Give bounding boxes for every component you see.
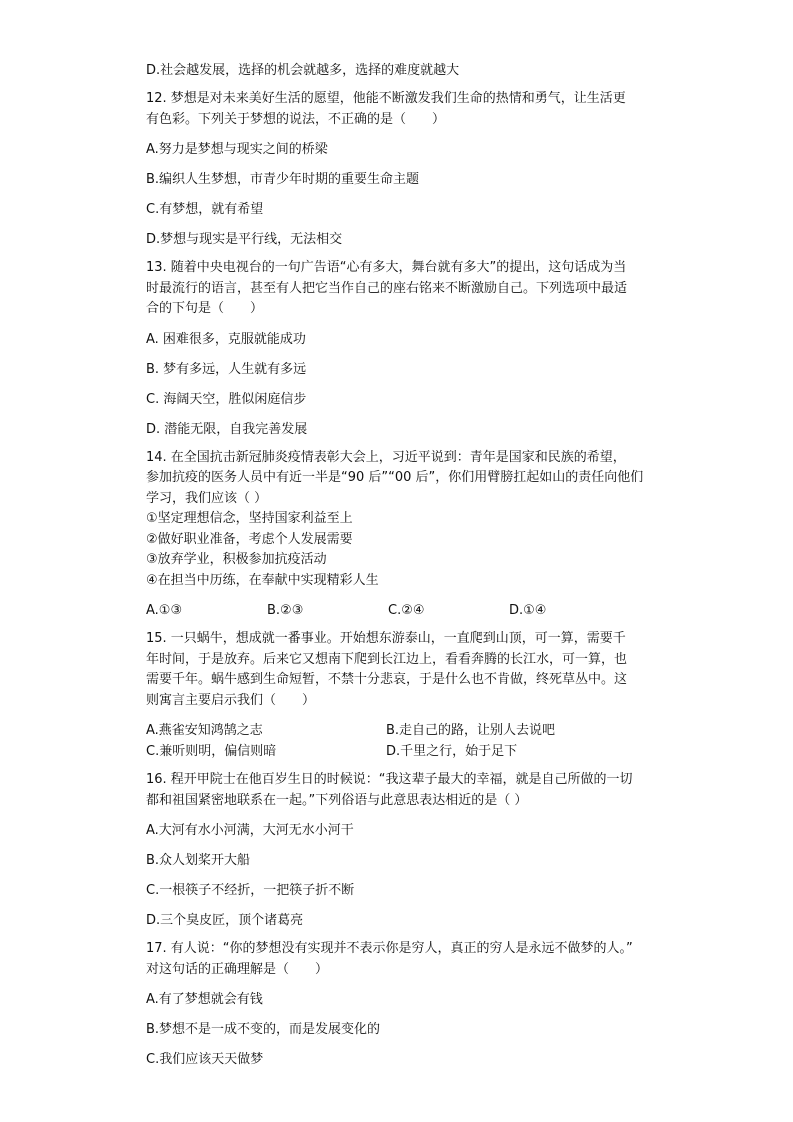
q14-statement: ①坚定理想信念，坚持国家利益至上 [146, 511, 353, 526]
q14-statement: ④在担当中历练，在奉献中实现精彩人生 [146, 572, 379, 588]
q12-option-d: D.梦想与现实是平行线，无法相交 [146, 232, 343, 247]
q17-stem-line: 17. 有人说：“你的梦想没有实现并不表示你是穷人，真正的穷人是永远不做梦的人。” [146, 941, 633, 956]
q15-option-a: A.燕雀安知鸿鹄之志 [146, 723, 263, 738]
q15-stem-line: 年时间，于是放弃。后来它又想南下爬到长江边上，看看奔腾的长江水，可一算，也 [146, 651, 628, 667]
q15-stem-line: 15. 一只蜗牛，想成就一番事业。开始想东游泰山，一直爬到山顶，可一算，需要千 [146, 631, 626, 646]
q14-option-d: D.①④ [509, 603, 547, 618]
q14-options [146, 600, 646, 621]
q13-option-c: C. 海阔天空，胜似闲庭信步 [146, 391, 307, 407]
q15-options-row [146, 720, 646, 741]
q16-stem [146, 770, 646, 811]
q12-option-a: A.努力是梦想与现实之间的桥梁 [146, 142, 328, 157]
q14-option-a: A.①③ [146, 603, 183, 618]
q14-option-c: C.②④ [388, 603, 425, 618]
q13-option-a: A. 困难很多，克服就能成功 [146, 331, 306, 347]
q11-option-d: D.社会越发展，选择的机会就越多，选择的难度就越大 [146, 63, 460, 78]
q17-stem-line: 对这句话的正确理解是（ ） [146, 961, 329, 977]
q16-stem-line: 都和祖国紧密地联系在一起。”下列俗语与此意思表达相近的是（ ） [146, 792, 528, 808]
q16-option-b: B.众人划桨开大船 [146, 853, 251, 868]
q14-stem-line: 14. 在全国抗击新冠肺炎疫情表彰大会上，习近平说到：青年是国家和民族的希望， [146, 449, 626, 465]
q17-option-b: B.梦想不是一成不变的，而是发展变化的 [146, 1022, 381, 1037]
q14-stem-line: 参加抗疫的医务人员中有近一半是“90 后”“00 后”，你们用臂膀扛起如山的责任向他们 [146, 470, 644, 485]
q15-option-d: D.千里之行，始于足下 [386, 744, 518, 759]
q12-option-c: C.有梦想，就有希望 [146, 202, 264, 217]
q13-option-d: D. 潜能无限，自我完善发展 [146, 421, 308, 437]
q16-option-c: C.一根筷子不经折，一把筷子折不断 [146, 883, 355, 898]
q15-stem [146, 629, 646, 711]
q12-stem [146, 89, 646, 130]
q15-option-b: B.走自己的路，让别人去说吧 [386, 723, 556, 738]
q13-stem-line: 时最流行的语言，甚至有人把它当作自己的座右铭来不断激励自己。下列选项中最适 [146, 280, 628, 296]
q14-option-b: B.②③ [267, 603, 304, 618]
q13-stem-line: 合的下句是（ ） [146, 301, 264, 316]
q17-option-c: C.我们应该天天做梦 [146, 1052, 264, 1067]
q16-stem-line: 16. 程开甲院士在他百岁生日的时候说：“我这辈子最大的幸福，就是自己所做的一切 [146, 772, 633, 787]
q15-stem-line: 则寓言主要启示我们（ ） [146, 692, 316, 708]
q12-stem-line: 有色彩。下列关于梦想的说法，不正确的是（ ） [146, 111, 446, 127]
q17-stem [146, 939, 646, 980]
q16-option-d: D.三个臭皮匠，顶个诸葛亮 [146, 913, 304, 928]
exam-page [146, 60, 646, 1070]
q12-stem-line: 12. 梦想是对未来美好生活的愿望，他能不断激发我们生命的热情和勇气，让生活更 [146, 91, 626, 106]
q17-option-a: A.有了梦想就会有钱 [146, 992, 263, 1007]
q16-option-a: A.大河有水小河满，大河无水小河干 [146, 823, 354, 838]
q15-option-c: C.兼听则明，偏信则暗 [146, 744, 277, 759]
q15-options-row [146, 741, 646, 762]
q13-option-b: B. 梦有多远，人生就有多远 [146, 361, 307, 377]
q14-statement: ③放弃学业，积极参加抗疫活动 [146, 552, 327, 567]
q15-stem-line: 需要千年。蜗牛感到生命短暂，不禁十分悲哀，于是什么也不肯做，终死草丛中。这 [146, 672, 628, 687]
q14-stem [146, 448, 646, 592]
q13-stem [146, 258, 646, 320]
q12-option-b: B.编织人生梦想，市青少年时期的重要生命主题 [146, 172, 420, 187]
q14-stem-line: 学习，我们应该（ ） [146, 490, 268, 506]
q14-statement: ②做好职业准备，考虑个人发展需要 [146, 531, 353, 547]
q13-stem-line: 13. 随着中央电视台的一句广告语“心有多大，舞台就有多大”的提出，这句话成为当 [146, 260, 627, 275]
